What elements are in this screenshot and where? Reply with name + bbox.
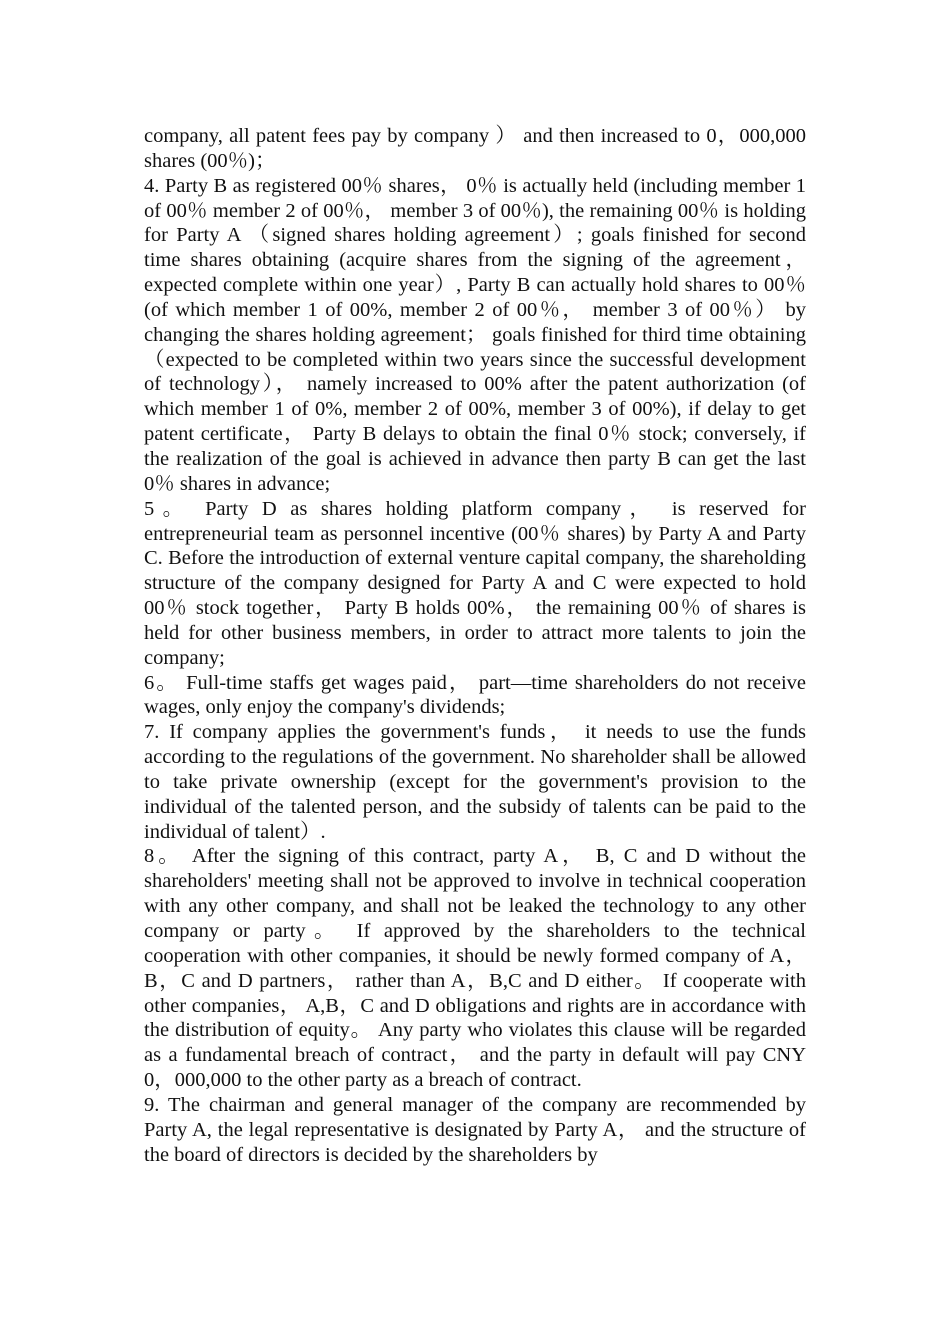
paragraph-clause-9: 9. The chairman and general manager of the company are recommended by Party A, the legal representative is designated by Party A， and the structure of the board of directors is decided by the shareholders by (144, 1093, 806, 1166)
paragraph-clause-8: 8。 After the signing of this contract, party A， B, C and D without the shareholders' meeting shall not be approved to involve in technical cooperation with any other company, and shall not be leaked the technology to any other company or party。 If approved by the shareholders to the technical cooperation with other companies, it should be newly formed company of A，B，C and D partners， rather than A，B,C and D either。 If cooperate with other companies， A,B，C and D obligations and rights are in accordance with the distribution of equity。 Any party who violates this clause will be regarded as a fundamental breach of contract， and the party in default will pay CNY 0，000,000 to the other party as a breach of contract. (144, 845, 806, 1092)
paragraph-clause-7: 7. If company applies the government's funds， it needs to use the funds according to the regulations of the government. No shareholder shall be allowed to take private ownership (except for the government's provision to the individual of the talented person, and the subsidy of talents can be paid to the individual of talent）. (144, 721, 806, 843)
document-body (144, 124, 806, 1167)
paragraph-continuation: company, all patent fees pay by company ） and then increased to 0，000,000 shares (00％)； (144, 125, 806, 172)
paragraph-clause-5: 5。 Party D as shares holding platform company， is reserved for entrepreneurial team as personnel incentive (00％ shares) by Party A and Party C. Before the introduction of external venture capital company, the shareholding structure of the company designed for Party A and C were expected to hold 00％ stock together， Party B holds 00%， the remaining 00％ of shares is held for other business members, in order to attract more talents to join the company; (144, 497, 806, 669)
paragraph-clause-4: 4. Party B as registered 00％ shares， 0％ is actually held (including member 1 of 00％ member 2 of 00％， member 3 of 00％), the remaining 00％ is holding for Party A （signed shares holding agreement）; goals finished for second time shares obtaining (acquire shares from the signing of the agreement， expected complete within one year）, Party B can actually hold shares to 00％ (of which member 1 of 00%, member 2 of 00％， member 3 of 00％） by changing the shares holding agreement； goals finished for third time obtaining （expected to be completed within two years since the successful development of technology）， namely increased to 00% after the patent authorization (of which member 1 of 0%, member 2 of 00%, member 3 of 00%), if delay to get patent certificate， Party B delays to obtain the final 0％ stock; conversely, if the realization of the goal is achieved in advance then party B can get the last 0％ shares in advance; (144, 174, 806, 495)
paragraph-clause-6: 6。 Full-time staffs get wages paid， part—time shareholders do not receive wages, only enjoy the company's dividends; (144, 671, 806, 719)
